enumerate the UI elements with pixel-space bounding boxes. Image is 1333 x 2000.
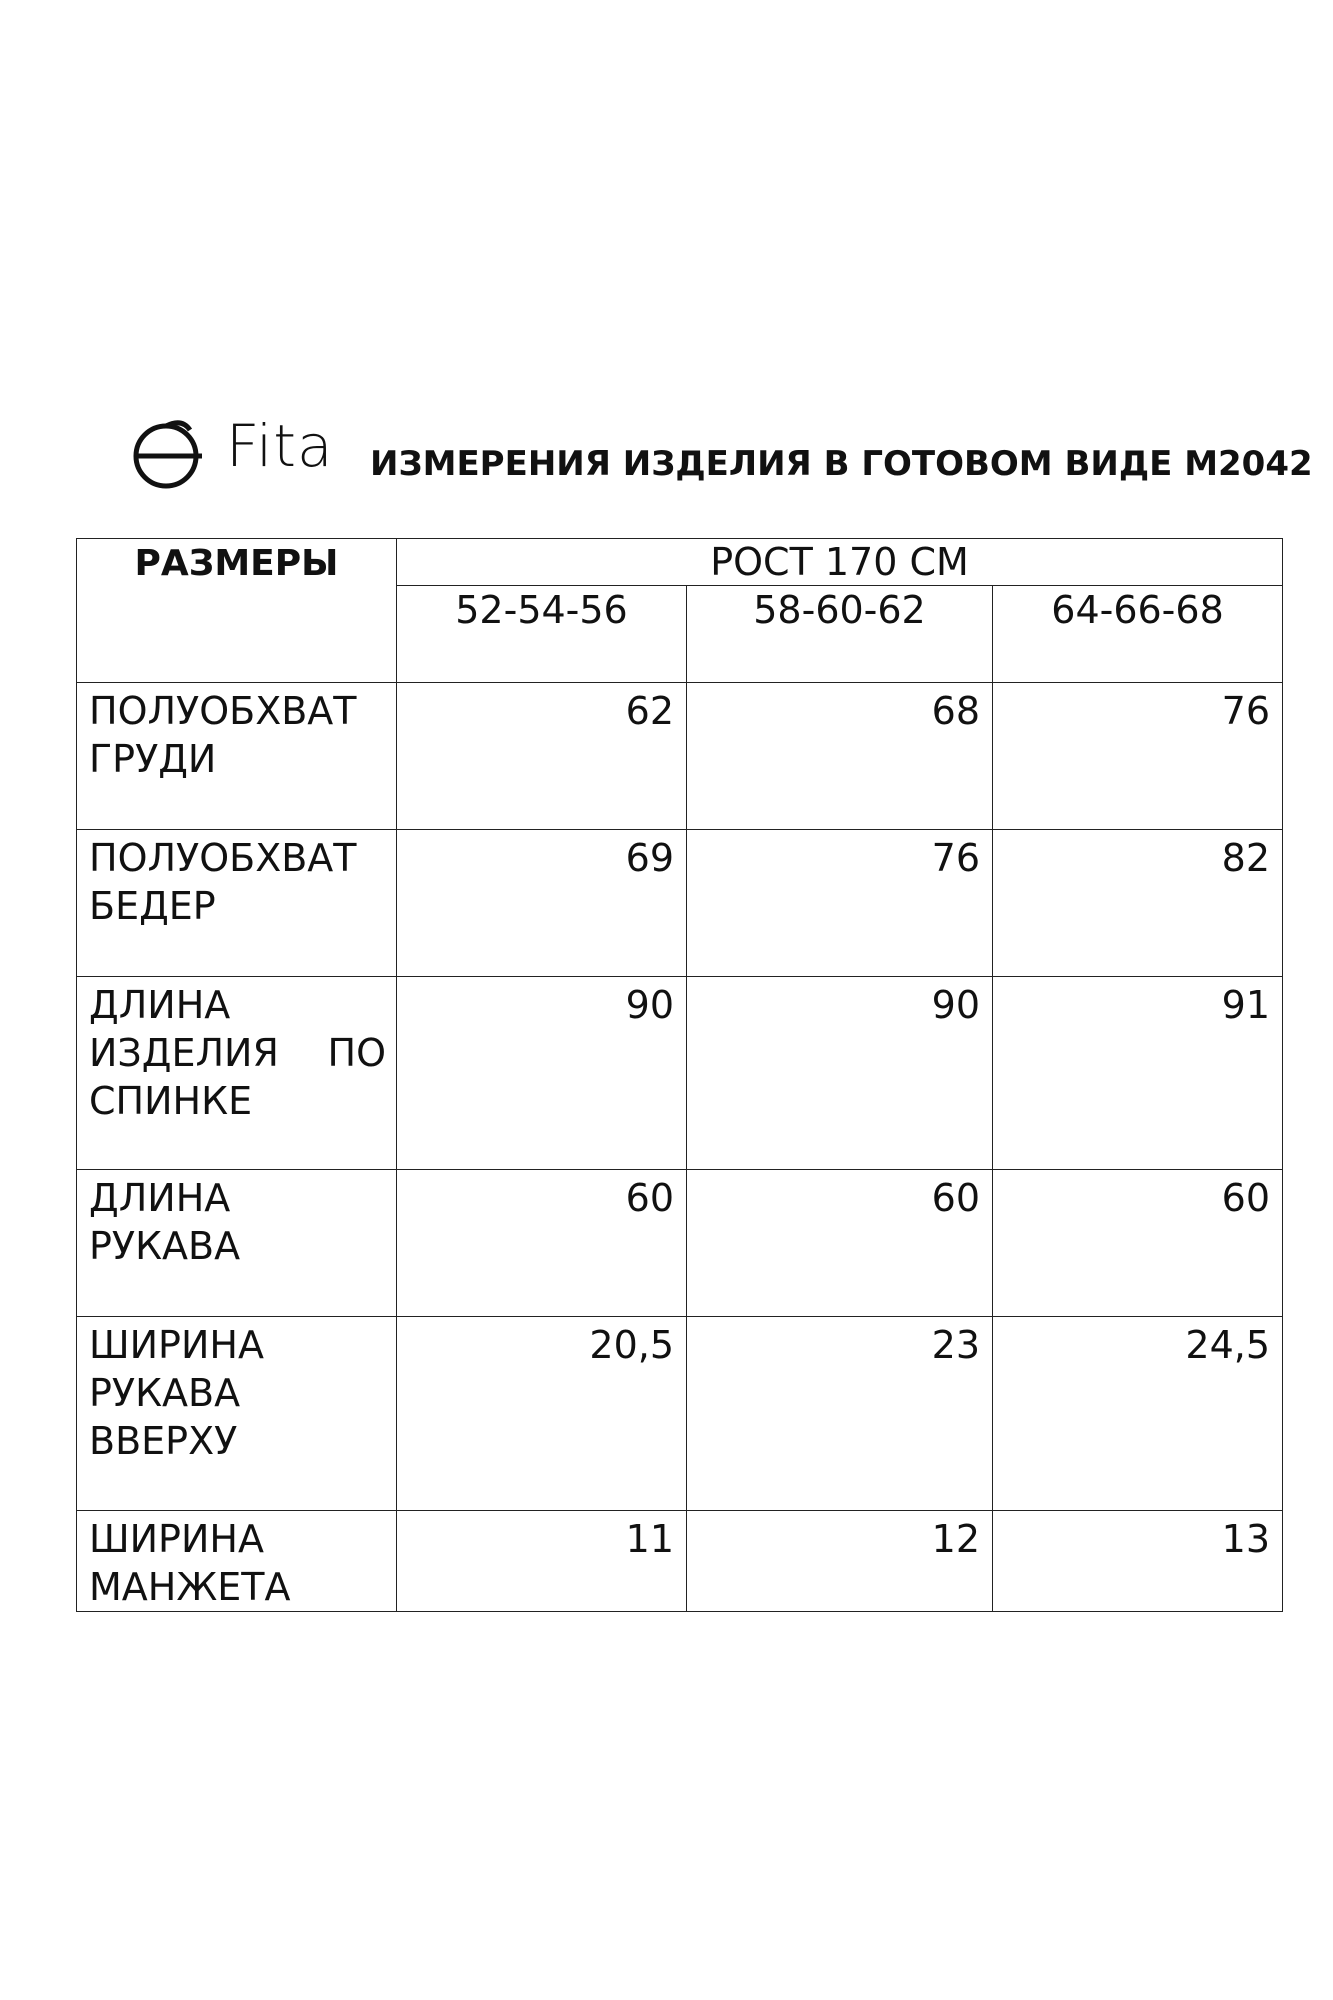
row-value: 20,5 — [397, 1317, 687, 1511]
row-value: 13 — [993, 1511, 1283, 1612]
row-value: 60 — [397, 1170, 687, 1317]
table-row — [77, 830, 1283, 977]
size-range-header: 64-66-68 — [993, 586, 1283, 683]
row-value: 11 — [397, 1511, 687, 1612]
fita-logo-icon — [130, 416, 206, 492]
row-value: 62 — [397, 683, 687, 830]
size-range-header: 58-60-62 — [687, 586, 993, 683]
row-value: 12 — [687, 1511, 993, 1612]
row-value: 60 — [993, 1170, 1283, 1317]
row-value: 68 — [687, 683, 993, 830]
table-row — [77, 1170, 1283, 1317]
row-value: 90 — [687, 977, 993, 1170]
row-value: 60 — [687, 1170, 993, 1317]
size-range-header: 52-54-56 — [397, 586, 687, 683]
row-label: ШИРИНА РУКАВА ВВЕРХУ — [77, 1317, 397, 1511]
brand-name: Fita — [226, 412, 334, 480]
table-row — [77, 1317, 1283, 1511]
page-title: ИЗМЕРЕНИЯ ИЗДЕЛИЯ В ГОТОВОМ ВИДЕ М2042 — [370, 444, 1313, 484]
document-header — [130, 410, 1313, 490]
height-header-cell: РОСТ 170 СМ — [397, 539, 1283, 586]
row-label: ПОЛУОБХВАТ ГРУДИ — [77, 683, 397, 830]
row-value: 69 — [397, 830, 687, 977]
table-row — [77, 683, 1283, 830]
row-label: ПОЛУОБХВАТ БЕДЕР — [77, 830, 397, 977]
size-measurements-table — [76, 538, 1283, 1612]
row-label: ШИРИНА МАНЖЕТА — [77, 1511, 397, 1612]
row-label: ДЛИНА РУКАВА — [77, 1170, 397, 1317]
table-row — [77, 1511, 1283, 1612]
row-value: 23 — [687, 1317, 993, 1511]
row-value: 76 — [993, 683, 1283, 830]
row-value: 82 — [993, 830, 1283, 977]
brand-logo — [130, 410, 350, 490]
sizes-header-cell: РАЗМЕРЫ — [77, 539, 397, 683]
row-value: 76 — [687, 830, 993, 977]
row-label: ДЛИНА ИЗДЕЛИЯ ПО СПИНКЕ — [77, 977, 397, 1170]
row-value: 90 — [397, 977, 687, 1170]
table-row — [77, 977, 1283, 1170]
row-value: 91 — [993, 977, 1283, 1170]
row-value: 24,5 — [993, 1317, 1283, 1511]
